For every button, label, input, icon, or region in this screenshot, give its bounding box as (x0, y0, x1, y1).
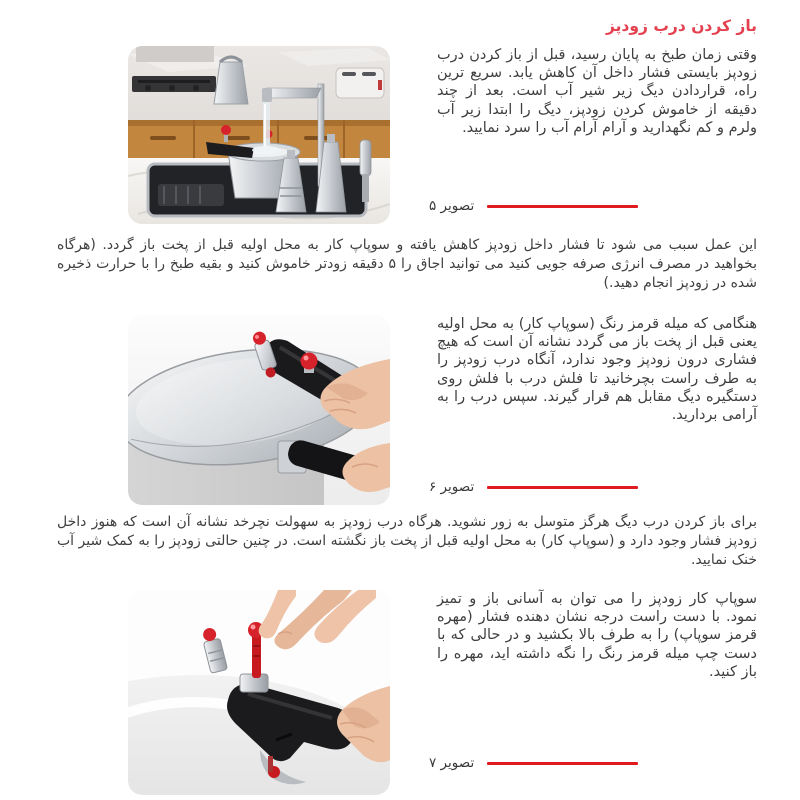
caption-rule (487, 486, 638, 489)
instruction-paragraph-2: هنگامی که میله قرمز رنگ (سوپاپ کار) به محل اولیه یعنی قبل از پخت باز می گردد نشانه آن است که هیچ فشاری درون زودپز وجود ندارد، آنگاه درب زودپز را به طرف راست بچرخانید تا فلش درب با فلش روی دستگیره دیگ مقابل هم قرار گیرند. سپس درب را به آرامی بردارید. (437, 316, 757, 424)
figure-5-caption (429, 198, 638, 214)
caption-label: تصویر ۵ (429, 198, 475, 214)
figure-6-row (57, 315, 757, 505)
valve-cleaning-illustration (128, 590, 390, 795)
red-valve-knob (221, 125, 231, 135)
figure-6-photo (128, 315, 390, 505)
figure-7-caption (429, 755, 638, 771)
toaster (336, 68, 384, 98)
caption-label: تصویر ۶ (429, 479, 475, 495)
figure-7-photo (128, 590, 390, 795)
caption-rule (487, 762, 638, 765)
page-content (57, 0, 757, 795)
figure-5-row (57, 46, 757, 224)
figure-6-caption (429, 479, 638, 495)
instruction-paragraph-1: وقتی زمان طبخ به پایان رسید، قبل از باز کردن درب زودپز بایستی فشار داخل آن کاهش یابد. سریع ترین راه، قراردادن دیگ زیر شیر آب است. بعد از چند دقیقه از خاموش کردن زودپز، دیگ را ابتدا زیر آب ولرم و کم نگهدارید و آرام آرام آب را سرد نمایید. (437, 47, 757, 136)
figure-5-photo (128, 46, 390, 224)
page-title: باز کردن درب زودپز (605, 17, 757, 35)
lid-removal-illustration (128, 315, 390, 505)
body-paragraph-2: برای باز کردن درب دیگ هرگز متوسل به زور نشوید. هرگاه درب زودپز به سهولت نچرخد نشانه آن است که هنوز داخل زودپز فشار وجود دارد و (سوپاپ کار) به محل اولیه قبل از پخت باز نگشته است. در چنین حالتی زودپز را به کمک شیر آب خنک نمایید. (57, 514, 757, 568)
kitchen-sink-illustration (128, 46, 390, 224)
caption-rule (487, 205, 638, 208)
instruction-paragraph-3: سوپاپ کار زودپز را می توان به آسانی باز و تمیز نمود. با دست راست درجه نشان دهنده فشار (مهره قرمز سوپاپ) را به طرف بالا بکشید و در حالی که با دست چپ میله قرمز رنگ را نگه داشته اید، مهره را باز کنید. (437, 591, 757, 680)
figure-7-row (57, 590, 757, 795)
caption-label: تصویر ۷ (429, 755, 475, 771)
body-paragraph-1: این عمل سبب می شود تا فشار داخل زودپز کاهش یافته و سوپاپ کار به محل اولیه قبل از پخت باز گردد. (هرگاه بخواهید در مصرف انرژی صرفه جویی کنید می توانید اجاق را ۵ دقیقه زودتر خاموش کنید و بقیه طبخ را با حرارت ذخیره شده در زودپز انجام دهید.) (57, 237, 757, 291)
